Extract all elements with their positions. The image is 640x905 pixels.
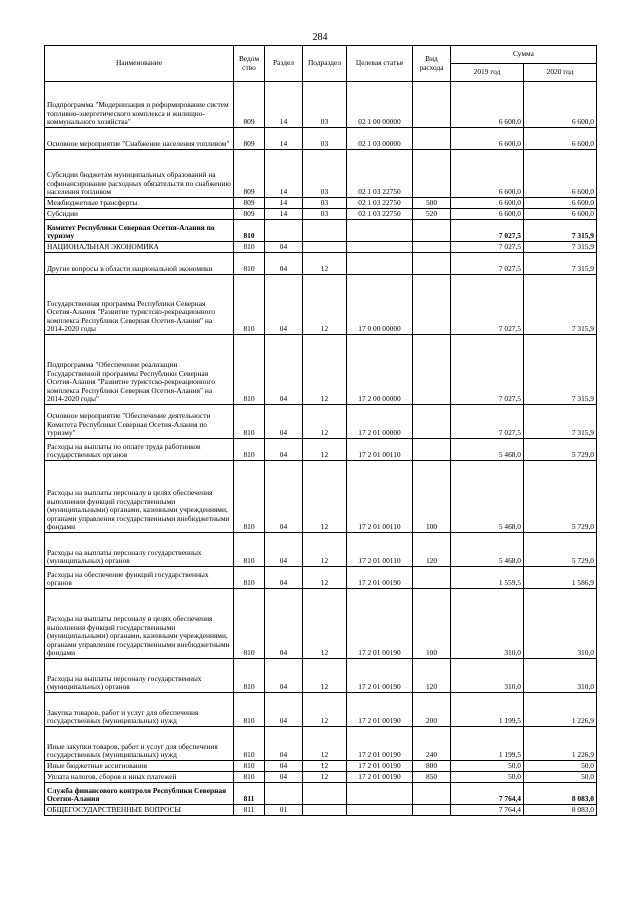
row-dept: 810	[234, 589, 265, 659]
row-name: Иные закупки товаров, работ и услуг для обеспечения государственных (муниципальных) нужд	[45, 727, 234, 761]
row-target: 17 2 01 00190	[347, 659, 413, 693]
row-type	[413, 335, 451, 405]
row-target: 02 1 03 22750	[347, 209, 413, 220]
row-target: 02 1 00 00000	[347, 82, 413, 128]
row-subsection: 12	[303, 772, 347, 783]
row-2020: 7 315,9	[524, 242, 597, 253]
row-name: Расходы на выплаты персоналу государственных (муниципальных) органов	[45, 659, 234, 693]
row-target: 02 1 03 00000	[347, 128, 413, 150]
row-dept: 810	[234, 405, 265, 439]
row-dept: 811	[234, 805, 265, 816]
header-section: Раздел	[265, 46, 303, 82]
table-row	[45, 659, 597, 693]
row-2019: 7 764,4	[451, 805, 524, 816]
row-subsection: 12	[303, 659, 347, 693]
row-section: 04	[265, 405, 303, 439]
row-2020: 310,0	[524, 589, 597, 659]
row-section: 04	[265, 761, 303, 772]
row-name: Расходы на выплаты персоналу в целях обеспечения выполнения функций государственными (муниципальными) органами, казенными учреждениями, органами управления государственными внебюджетными фондами	[45, 589, 234, 659]
row-section: 14	[265, 198, 303, 209]
row-dept: 810	[234, 693, 265, 727]
row-type	[413, 439, 451, 461]
row-2019: 5 468,0	[451, 461, 524, 533]
row-2019: 7 764,4	[451, 783, 524, 805]
row-target: 17 2 01 00110	[347, 461, 413, 533]
table-row	[45, 253, 597, 275]
row-subsection: 12	[303, 439, 347, 461]
row-type	[413, 805, 451, 816]
row-section: 04	[265, 659, 303, 693]
table-row	[45, 761, 597, 772]
row-dept: 810	[234, 772, 265, 783]
row-name: Закупка товаров, работ и услуг для обеспечения государственных (муниципальных) нужд	[45, 693, 234, 727]
row-type: 520	[413, 209, 451, 220]
row-2019: 7 027,5	[451, 220, 524, 242]
row-dept: 809	[234, 150, 265, 198]
row-target: 02 1 03 22750	[347, 150, 413, 198]
row-2020: 7 315,9	[524, 275, 597, 335]
table-row	[45, 220, 597, 242]
row-dept: 810	[234, 461, 265, 533]
row-name: Субсидии	[45, 209, 234, 220]
row-2019: 7 027,5	[451, 253, 524, 275]
row-name: Иные бюджетные ассигнования	[45, 761, 234, 772]
row-type	[413, 567, 451, 589]
row-type: 850	[413, 772, 451, 783]
row-target: 17 2 01 00190	[347, 693, 413, 727]
row-section: 01	[265, 805, 303, 816]
row-target: 17 2 01 00110	[347, 533, 413, 567]
table-row	[45, 693, 597, 727]
row-section: 04	[265, 335, 303, 405]
row-type	[413, 150, 451, 198]
header-type: Вид расхода	[413, 46, 451, 82]
row-section: 14	[265, 209, 303, 220]
row-type	[413, 253, 451, 275]
row-2020: 1 226,9	[524, 693, 597, 727]
table-row	[45, 439, 597, 461]
row-name: Подпрограмма "Обеспечение реализации Государственной программы Республики Северная Осетия-Алания "Развитие туристско-рекреационного комплекса Республики Северная Осетия-Алания" на 2014-2020 годы"	[45, 335, 234, 405]
row-section: 04	[265, 772, 303, 783]
row-dept: 810	[234, 253, 265, 275]
row-subsection: 12	[303, 405, 347, 439]
row-2019: 50,0	[451, 761, 524, 772]
row-target	[347, 220, 413, 242]
row-subsection: 12	[303, 335, 347, 405]
row-2020: 7 315,9	[524, 253, 597, 275]
table-row	[45, 198, 597, 209]
row-name: Служба финансового контроля Республики Северная Осетия-Алания	[45, 783, 234, 805]
row-dept: 810	[234, 335, 265, 405]
row-name: Субсидии бюджетам муниципальных образований на софинансирование расходных обязательств по снабжению населения топливом	[45, 150, 234, 198]
row-subsection: 12	[303, 275, 347, 335]
page-number: 284	[312, 32, 328, 43]
row-section: 14	[265, 82, 303, 128]
row-section: 04	[265, 693, 303, 727]
header-sum: Сумма	[451, 46, 597, 64]
row-type: 100	[413, 589, 451, 659]
row-type	[413, 128, 451, 150]
row-name: Расходы на выплаты персоналу государственных (муниципальных) органов	[45, 533, 234, 567]
row-subsection: 12	[303, 253, 347, 275]
row-subsection: 03	[303, 150, 347, 198]
row-2019: 310,0	[451, 659, 524, 693]
row-2020: 6 600,0	[524, 82, 597, 128]
table-row	[45, 209, 597, 220]
row-type	[413, 242, 451, 253]
table-row	[45, 335, 597, 405]
row-name: Расходы на выплаты по оплате труда работников государственных органов	[45, 439, 234, 461]
row-dept: 809	[234, 198, 265, 209]
row-dept: 810	[234, 220, 265, 242]
row-2020: 6 600,0	[524, 128, 597, 150]
row-subsection: 12	[303, 761, 347, 772]
row-subsection	[303, 220, 347, 242]
row-2020: 1 226,9	[524, 727, 597, 761]
table-row	[45, 567, 597, 589]
row-type	[413, 783, 451, 805]
row-dept: 810	[234, 242, 265, 253]
row-subsection: 12	[303, 567, 347, 589]
row-subsection: 12	[303, 693, 347, 727]
row-target: 17 2 01 00110	[347, 439, 413, 461]
row-2019: 5 468,0	[451, 439, 524, 461]
row-section: 14	[265, 150, 303, 198]
table-row	[45, 772, 597, 783]
table-row	[45, 128, 597, 150]
row-target: 02 1 03 22750	[347, 198, 413, 209]
row-dept: 809	[234, 128, 265, 150]
row-section: 14	[265, 128, 303, 150]
table-row	[45, 405, 597, 439]
budget-table	[44, 45, 597, 816]
header-name: Наименование	[45, 46, 234, 82]
table-body	[45, 82, 597, 816]
row-name: Уплата налогов, сборов и иных платежей	[45, 772, 234, 783]
row-type	[413, 275, 451, 335]
row-type	[413, 220, 451, 242]
row-2019: 7 027,5	[451, 242, 524, 253]
row-dept: 810	[234, 727, 265, 761]
row-dept: 809	[234, 82, 265, 128]
row-2019: 5 468,0	[451, 533, 524, 567]
row-section: 04	[265, 461, 303, 533]
header-2020: 2020 год	[524, 64, 597, 82]
row-2019: 50,0	[451, 772, 524, 783]
row-type: 200	[413, 693, 451, 727]
row-dept: 810	[234, 533, 265, 567]
row-section: 04	[265, 275, 303, 335]
row-dept: 810	[234, 567, 265, 589]
row-section: 04	[265, 727, 303, 761]
row-name: Расходы на обеспечение функций государственных органов	[45, 567, 234, 589]
header-target: Целевая статья	[347, 46, 413, 82]
table-row	[45, 82, 597, 128]
row-name: ОБЩЕГОСУДАРСТВЕННЫЕ ВОПРОСЫ	[45, 805, 234, 816]
row-name: Основное мероприятие "Снабжение населения топливом"	[45, 128, 234, 150]
row-2019: 6 600,0	[451, 150, 524, 198]
row-dept: 810	[234, 659, 265, 693]
row-type	[413, 405, 451, 439]
row-2020: 1 586,9	[524, 567, 597, 589]
row-target: 17 2 01 00190	[347, 772, 413, 783]
row-target	[347, 242, 413, 253]
row-2020: 5 729,0	[524, 439, 597, 461]
row-subsection: 03	[303, 82, 347, 128]
table-row	[45, 275, 597, 335]
row-2020: 7 315,9	[524, 220, 597, 242]
row-2020: 310,0	[524, 659, 597, 693]
row-2019: 6 600,0	[451, 209, 524, 220]
row-target	[347, 805, 413, 816]
row-subsection	[303, 242, 347, 253]
row-2020: 5 729,0	[524, 461, 597, 533]
row-section: 04	[265, 439, 303, 461]
header-dept: Ведом ство	[234, 46, 265, 82]
table-row	[45, 783, 597, 805]
row-2019: 6 600,0	[451, 128, 524, 150]
row-name: Государственная программа Республики Северная Осетия-Алания "Развитие туристско-рекреационного комплекса Республики Северная Осетия-Алания" на 2014-2020 годы	[45, 275, 234, 335]
row-target: 17 2 01 00190	[347, 567, 413, 589]
row-section: 04	[265, 589, 303, 659]
row-subsection: 03	[303, 198, 347, 209]
row-section: 04	[265, 567, 303, 589]
row-name: НАЦИОНАЛЬНАЯ ЭКОНОМИКА	[45, 242, 234, 253]
row-subsection: 12	[303, 461, 347, 533]
row-section: 04	[265, 242, 303, 253]
row-2020: 8 083,0	[524, 783, 597, 805]
table-row	[45, 242, 597, 253]
row-2020: 5 729,0	[524, 533, 597, 567]
row-target: 17 0 00 00000	[347, 275, 413, 335]
row-type: 240	[413, 727, 451, 761]
row-section: 04	[265, 533, 303, 567]
row-2020: 6 600,0	[524, 198, 597, 209]
row-type	[413, 82, 451, 128]
row-2019: 7 027,5	[451, 405, 524, 439]
row-target: 17 2 01 00190	[347, 589, 413, 659]
row-target: 17 2 01 00190	[347, 761, 413, 772]
row-type: 100	[413, 461, 451, 533]
row-2020: 50,0	[524, 761, 597, 772]
row-type: 120	[413, 659, 451, 693]
header-subsection: Подраздел	[303, 46, 347, 82]
row-subsection: 12	[303, 589, 347, 659]
row-name: Межбюджетные трансферты	[45, 198, 234, 209]
row-target: 17 2 01 00000	[347, 405, 413, 439]
row-type: 800	[413, 761, 451, 772]
row-section	[265, 220, 303, 242]
row-name: Комитет Республики Северная Осетия-Алания по туризму	[45, 220, 234, 242]
row-2019: 6 600,0	[451, 82, 524, 128]
header-2019: 2019 год	[451, 64, 524, 82]
row-subsection: 12	[303, 533, 347, 567]
row-name: Другие вопросы в области национальной экономики	[45, 253, 234, 275]
row-dept: 810	[234, 275, 265, 335]
row-dept: 810	[234, 761, 265, 772]
row-2019: 1 199,5	[451, 727, 524, 761]
row-name: Подпрограмма "Модернизация и реформирование систем топливно-энергетического комплекса и жилищно-коммунального хозяйства"	[45, 82, 234, 128]
row-target	[347, 783, 413, 805]
row-subsection	[303, 805, 347, 816]
row-section: 04	[265, 253, 303, 275]
row-2020: 7 315,9	[524, 335, 597, 405]
row-name: Расходы на выплаты персоналу в целях обеспечения выполнения функций государственными (муниципальными) органами, казенными учреждениями, органами управления государственными внебюджетными фондами	[45, 461, 234, 533]
row-2019: 7 027,5	[451, 275, 524, 335]
row-name: Основное мероприятие "Обеспечение деятельности Комитета Республики Северная Осетия-Алания по туризму"	[45, 405, 234, 439]
row-2020: 6 600,0	[524, 209, 597, 220]
row-target: 17 2 00 00000	[347, 335, 413, 405]
row-2019: 1 559,5	[451, 567, 524, 589]
row-type: 500	[413, 198, 451, 209]
row-2019: 310,0	[451, 589, 524, 659]
row-subsection: 12	[303, 727, 347, 761]
row-target	[347, 253, 413, 275]
table-row	[45, 533, 597, 567]
row-subsection: 03	[303, 209, 347, 220]
row-2020: 7 315,9	[524, 405, 597, 439]
row-2019: 7 027,5	[451, 335, 524, 405]
table-row	[45, 461, 597, 533]
row-dept: 810	[234, 439, 265, 461]
row-2019: 6 600,0	[451, 198, 524, 209]
table-row	[45, 150, 597, 198]
table-row	[45, 589, 597, 659]
row-dept: 809	[234, 209, 265, 220]
row-2020: 6 600,0	[524, 150, 597, 198]
row-type: 120	[413, 533, 451, 567]
row-2019: 1 199,5	[451, 693, 524, 727]
row-2020: 8 083,0	[524, 805, 597, 816]
row-subsection: 03	[303, 128, 347, 150]
table-row	[45, 727, 597, 761]
table-row	[45, 805, 597, 816]
row-target: 17 2 01 00190	[347, 727, 413, 761]
row-2020: 50,0	[524, 772, 597, 783]
row-subsection	[303, 783, 347, 805]
row-dept: 811	[234, 783, 265, 805]
row-section	[265, 783, 303, 805]
